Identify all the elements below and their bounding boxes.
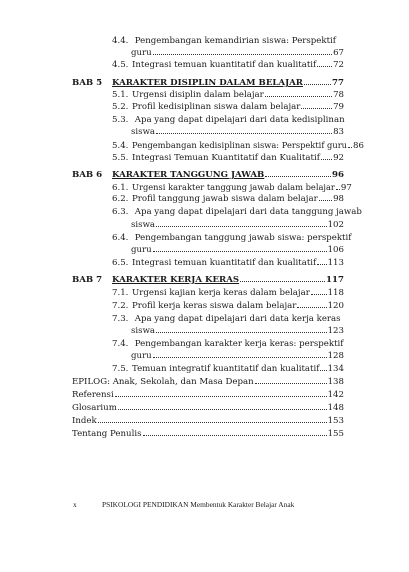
section-title: Pengembangan karakter kerja keras: perspektif: [134, 339, 344, 349]
section-title: Integrasi Temuan Kuantitatif dan Kualitatif: [132, 153, 320, 163]
toc-entry-7-1[interactable]: [112, 287, 344, 299]
dot-leader: [317, 264, 326, 265]
toc-entry-6-3-line1: [112, 206, 362, 218]
toc-entry-6-3-line2[interactable]: [131, 219, 344, 231]
toc-entry-5-4[interactable]: [112, 139, 364, 152]
toc-entry-7-3-line1: [112, 313, 341, 325]
dot-leader: [156, 226, 327, 227]
page-number: 142: [327, 390, 344, 400]
section-title: Apa yang dapat dipelajari dari data tanggung jawab: [134, 207, 362, 217]
section-title: Pengembangan kemandirian siswa: Perspektif: [134, 36, 336, 46]
section-number: 7.5.: [112, 364, 129, 374]
section-number: 7.4.: [112, 339, 129, 349]
section-number: 4.4.: [112, 36, 129, 46]
dot-leader: [240, 281, 325, 282]
dot-leader: [115, 396, 327, 397]
toc-entry-5-1[interactable]: [112, 89, 344, 101]
footer-running-title: PSIKOLOGI PENDIDIKAN Membentuk Karakter Belajar Anak: [102, 500, 295, 509]
toc-entry-tentang-penulis[interactable]: [72, 428, 344, 440]
dot-leader: [301, 108, 332, 109]
section-number: 7.1.: [112, 288, 129, 298]
section-number: 5.1.: [112, 90, 129, 100]
page-number: 102: [327, 220, 344, 230]
page-number: 123: [327, 326, 344, 336]
page-number: 117: [326, 275, 344, 285]
section-number: 5.3.: [112, 115, 129, 125]
dot-leader: [153, 357, 327, 358]
section-title: Integrasi temuan kuantitatif dan kualitatif: [132, 60, 317, 70]
chapter-title: KARAKTER TANGGUNG JAWAB: [112, 170, 265, 180]
section-title-cont: guru: [131, 48, 152, 58]
toc-entry-4-4-line2[interactable]: [131, 47, 344, 59]
page-number: 148: [327, 403, 344, 413]
section-title-cont: siswa: [131, 220, 156, 230]
section-title: Urgensi kajian kerja keras dalam belajar: [132, 288, 310, 298]
page-number: 79: [333, 102, 344, 112]
page-number: 92: [333, 153, 344, 163]
toc-chapter-5[interactable]: [112, 77, 344, 89]
toc-entry-4-4-line1: [112, 35, 336, 47]
toc-entry-referensi[interactable]: [72, 389, 344, 401]
section-title-cont: guru: [131, 245, 152, 255]
dot-leader: [321, 159, 332, 160]
toc-entry-6-5[interactable]: [112, 257, 344, 269]
page-number: 153: [327, 416, 344, 426]
footer-page-number: x: [73, 500, 77, 509]
dot-leader: [297, 307, 326, 308]
dot-leader: [153, 54, 332, 55]
chapter-label: BAB 6: [72, 170, 103, 180]
page-number: 83: [333, 127, 344, 137]
section-number: 7.3.: [112, 314, 129, 324]
section-title-cont: guru: [131, 351, 152, 361]
toc-entry-6-2[interactable]: [112, 193, 344, 205]
section-title: Profil kerja keras siswa dalam belajar: [132, 301, 297, 311]
page-number: 128: [327, 351, 344, 361]
page-number: 118: [327, 288, 344, 298]
section-title: Profil tanggung jawab siswa dalam belajar: [132, 194, 318, 204]
toc-entry-7-4-line1: [112, 338, 343, 350]
dot-leader: [320, 370, 326, 371]
entry-title: Glosarium: [72, 403, 117, 413]
dot-leader: [265, 96, 332, 97]
section-number: 6.3.: [112, 207, 129, 217]
page-number: 67: [333, 48, 344, 58]
page-number: 106: [327, 245, 344, 255]
section-title: Integrasi temuan kuantitatif dan kualitatif: [132, 258, 317, 268]
page-number: 77: [332, 78, 344, 88]
dot-leader: [311, 294, 327, 295]
toc-chapter-6[interactable]: [112, 169, 344, 181]
dot-leader: [143, 435, 327, 436]
toc-entry-5-5[interactable]: [112, 152, 344, 164]
page-number: 113: [327, 258, 344, 268]
toc-entry-6-4-line2[interactable]: [131, 244, 344, 256]
section-number: 6.5.: [112, 258, 129, 268]
section-number: 6.4.: [112, 233, 129, 243]
chapter-title: KARAKTER KERJA KERAS: [112, 275, 240, 285]
entry-title: Referensi: [72, 390, 114, 400]
toc-chapter-7[interactable]: [112, 274, 344, 286]
section-title: Urgensi karakter tanggung jawab dalam belajar: [132, 182, 335, 192]
section-title-cont: siswa: [131, 127, 156, 137]
dot-leader: [156, 133, 332, 134]
dot-leader: [317, 66, 332, 67]
chapter-label: BAB 7: [72, 275, 103, 285]
toc-entry-7-3-line2[interactable]: [131, 325, 344, 337]
toc-entry-7-4-line2[interactable]: [131, 350, 344, 362]
toc-entry-7-2[interactable]: [112, 300, 344, 312]
section-number: 6.2.: [112, 194, 129, 204]
section-title: Temuan integratif kuantitatif dan kualitatif: [132, 364, 320, 374]
section-number: 6.1.: [112, 183, 129, 193]
page-number: 98: [333, 194, 344, 204]
section-title: Profil kedisiplinan siswa dalam belajar: [132, 102, 301, 112]
toc-entry-glosarium[interactable]: [72, 402, 344, 414]
toc-entry-6-4-line1: [112, 232, 351, 244]
dot-leader: [319, 200, 332, 201]
section-title: Pengembangan kedisiplinan siswa: Perspektif guru: [132, 140, 347, 150]
dot-leader: [336, 189, 340, 190]
dot-leader: [304, 84, 331, 85]
chapter-label: BAB 5: [72, 78, 103, 88]
toc-entry-7-5[interactable]: [112, 363, 344, 375]
page-number: 134: [327, 364, 344, 374]
section-title: Urgensi disiplin dalam belajar: [132, 90, 264, 100]
entry-title: Tentang Penulis: [72, 429, 142, 439]
toc-entry-4-5[interactable]: [112, 59, 344, 71]
page-number: 86: [353, 141, 364, 151]
toc-entry-5-3-line1: [112, 114, 345, 126]
section-number: 5.5.: [112, 153, 129, 163]
dot-leader: [255, 383, 327, 384]
toc-entry-5-2[interactable]: [112, 101, 344, 113]
dot-leader: [118, 409, 327, 410]
entry-title: EPILOG: Anak, Sekolah, dan Masa Depan: [72, 377, 254, 387]
section-number: 7.2.: [112, 301, 129, 311]
dot-leader: [265, 176, 331, 177]
dot-leader: [156, 332, 327, 333]
section-number: 5.2.: [112, 102, 129, 112]
section-title: Apa yang dapat dipelajari dari data kedisiplinan: [134, 115, 345, 125]
section-title: Pengembangan tanggung jawab siswa: perspektif: [134, 233, 352, 243]
page-number: 138: [327, 377, 344, 387]
section-title: Apa yang dapat dipelajari dari data kerja keras: [134, 314, 341, 324]
toc-entry-5-3-line2[interactable]: [131, 126, 344, 138]
page-number: 96: [332, 170, 344, 180]
dot-leader: [153, 251, 327, 252]
chapter-title: KARAKTER DISIPLIN DALAM BELAJAR: [112, 78, 303, 88]
toc-entry-epilog[interactable]: [72, 376, 344, 388]
section-number: 4.5.: [112, 60, 129, 70]
page-number: 78: [333, 90, 344, 100]
page-number: 97: [340, 183, 352, 193]
page-number: 72: [333, 60, 344, 70]
section-number: 5.4.: [112, 141, 129, 151]
toc-entry-indek[interactable]: [72, 415, 344, 427]
page-number: 155: [327, 429, 344, 439]
page-number: 120: [327, 301, 344, 311]
dot-leader: [98, 422, 327, 423]
entry-title: Indek: [72, 416, 97, 426]
dot-leader: [348, 147, 352, 148]
section-title-cont: siswa: [131, 326, 156, 336]
